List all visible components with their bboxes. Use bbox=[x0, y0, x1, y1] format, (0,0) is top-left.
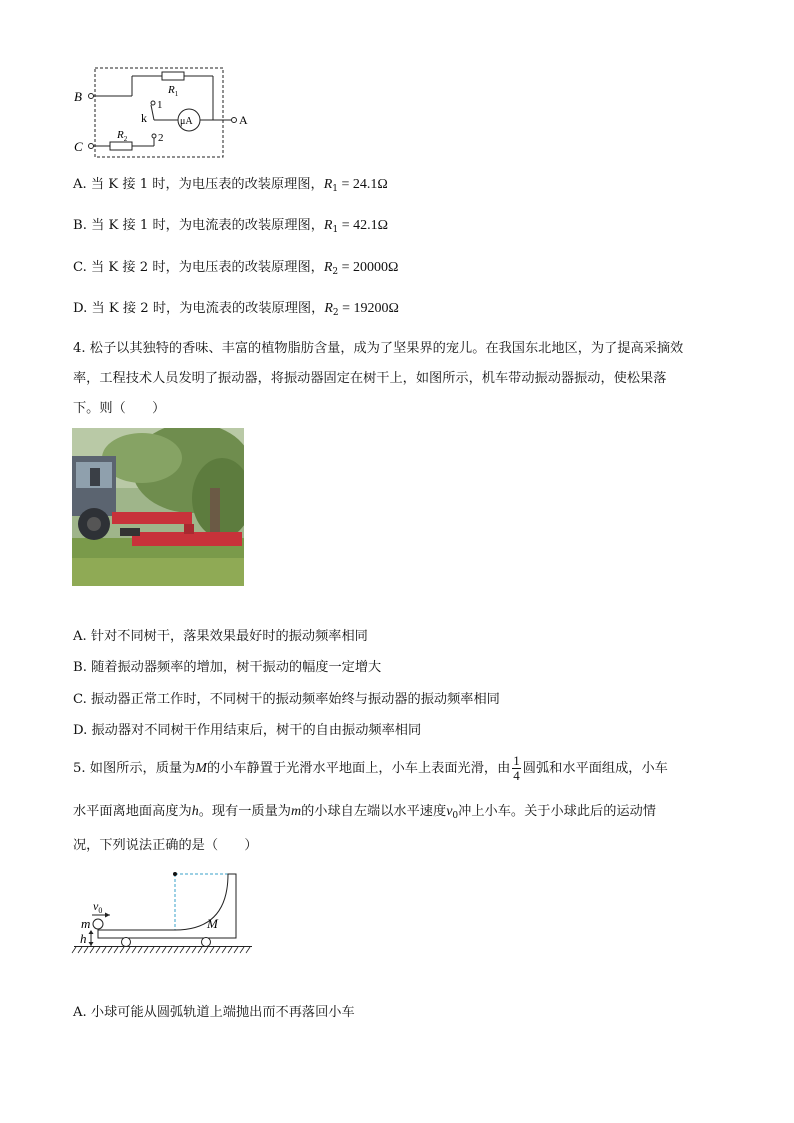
meter-label: μA bbox=[180, 116, 193, 127]
q3-option-a: A. 当 K 接 1 时，为电压表的改装原理图，$R_1 = 24.1\Omega$ bbox=[73, 177, 388, 194]
q4-stem-line-3: 下。则（ ） bbox=[73, 401, 166, 416]
contact-2-label: 2 bbox=[158, 132, 164, 144]
terminal-b-label: B bbox=[74, 89, 82, 104]
quarter-fraction: $\frac{1}{4}$ bbox=[513, 753, 520, 783]
contact-1-label: 1 bbox=[157, 99, 163, 111]
ball-mass-label: m bbox=[81, 916, 91, 931]
q4-option-d: D. 振动器对不同树干作用结束后，树干的自由振动频率相同 bbox=[73, 723, 422, 738]
r2-label: $R_2$ bbox=[117, 129, 128, 143]
height-label: h bbox=[80, 931, 87, 946]
q4-stem-line-2: 率，工程技术人员发明了振动器，将振动器固定在树干上，如图所示，机车带动振动器振动，使松果落 bbox=[73, 371, 667, 386]
q3-option-b: B. 当 K 接 1 时，为电流表的改装原理图，$R_1 = 42.1\Omega$ bbox=[73, 218, 389, 235]
q4-stem-line-1: 4. 松子以其独特的香味、丰富的植物脂肪含量，成为了坚果界的宠儿。在我国东北地区，为了提高采摘效 bbox=[73, 341, 684, 356]
velocity-label: $v_0$ bbox=[93, 899, 103, 915]
tree-shaker-photo bbox=[72, 428, 244, 586]
q5-stem-line-2: 水平面离地面高度为h。现有一质量为m的小球自左端以水平速度$v_0$冲上小车。关于小球此后的运动情 bbox=[73, 804, 656, 821]
q3-option-c: C. 当 K 接 2 时，为电压表的改装原理图，$R_2 = 20000\Omega$ bbox=[73, 260, 399, 277]
q4-option-b: B. 随着振动器频率的增加，树干振动的幅度一定增大 bbox=[73, 660, 382, 675]
r1-label: $R_1$ bbox=[168, 84, 179, 98]
terminal-c-label: C bbox=[74, 139, 83, 154]
q4-option-a: A. 针对不同树干，落果效果最好时的振动频率相同 bbox=[73, 629, 368, 644]
q3-option-d: D. 当 K 接 2 时，为电流表的改装原理图，$R_2 = 19200\Omega$ bbox=[73, 301, 399, 318]
switch-k-label: k bbox=[141, 111, 147, 125]
q5-option-a: A. 小球可能从圆弧轨道上端抛出而不再落回小车 bbox=[73, 1005, 355, 1020]
q5-stem-line-1: 5. 如图所示，质量为M的小车静置于光滑水平地面上，小车上表面光滑，由 $\frac{1}{4}$ 圆弧和水平面组成，小车 bbox=[73, 753, 668, 783]
cart-mass-label: M bbox=[207, 916, 218, 931]
resistor-r2 bbox=[110, 142, 132, 150]
q4-option-c: C. 振动器正常工作时，不同树干的振动频率始终与振动器的振动频率相同 bbox=[73, 692, 500, 707]
ball bbox=[93, 919, 103, 929]
q5-stem-line-3: 况，下列说法正确的是（ ） bbox=[73, 838, 258, 853]
resistor-r1 bbox=[162, 72, 184, 80]
terminal-a-label: A bbox=[239, 113, 248, 127]
cart-diagram bbox=[70, 866, 260, 958]
circuit-diagram bbox=[70, 62, 260, 162]
